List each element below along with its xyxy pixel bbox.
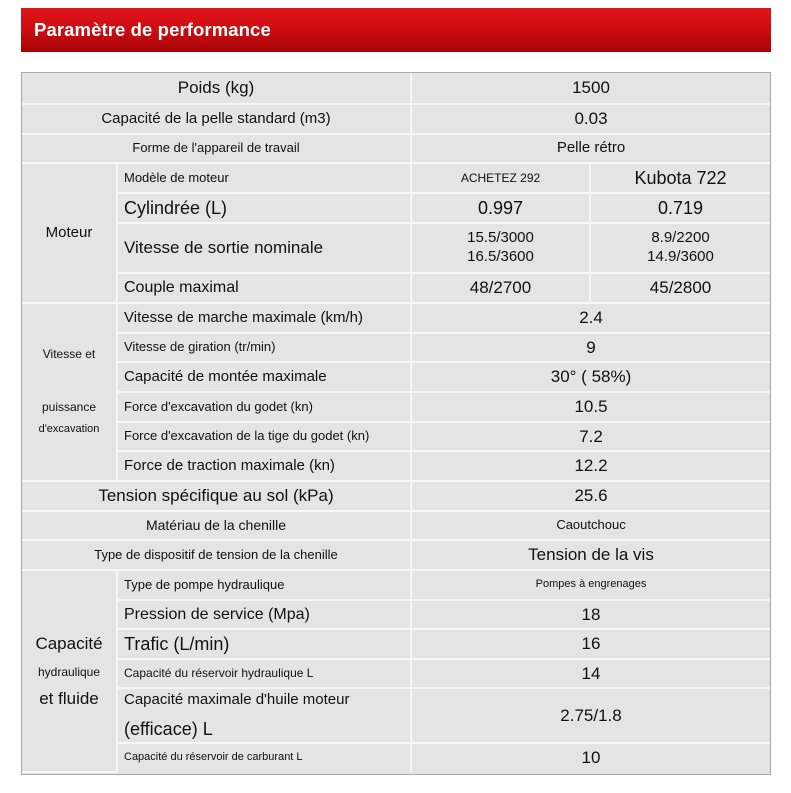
table-row <box>22 73 770 104</box>
spec-value-line: 15.5/3000 <box>467 229 534 247</box>
spec-label: Vitesse de marche maximale (km/h) <box>117 303 411 333</box>
spec-value: 10 <box>411 743 770 772</box>
spec-value: 16 <box>411 629 770 659</box>
group-label-moteur: Moteur <box>22 163 117 303</box>
section-title: Paramètre de performance <box>34 19 271 40</box>
spec-label: Poids (kg) <box>22 73 411 104</box>
spec-label: Vitesse de giration (tr/min) <box>117 333 411 362</box>
table-row <box>22 540 770 570</box>
spec-value: 48/2700 <box>411 273 590 303</box>
spec-label: Force d'excavation de la tige du godet (kn) <box>117 422 411 451</box>
spec-value-line: 16.5/3600 <box>467 248 534 265</box>
spec-label: Tension spécifique au sol (kPa) <box>22 481 411 511</box>
table-row <box>22 273 770 303</box>
group-label-line: hydraulique <box>37 664 101 679</box>
spec-value: 45/2800 <box>590 273 770 303</box>
group-label-line: Capacité <box>35 634 103 654</box>
spec-label: Type de pompe hydraulique <box>117 570 411 600</box>
spec-label-pair <box>117 688 411 743</box>
table-row <box>22 481 770 511</box>
table-row <box>22 303 770 333</box>
table-row <box>22 223 770 273</box>
spec-value: 9 <box>411 333 770 362</box>
spec-value: 10.5 <box>411 392 770 422</box>
spec-value: 7.2 <box>411 422 770 451</box>
spec-value: 2.4 <box>411 303 770 333</box>
group-label-vitesse <box>22 303 117 481</box>
spec-label: Type de dispositif de tension de la chenille <box>22 540 411 570</box>
group-label-line: Vitesse et <box>42 347 96 362</box>
spec-label: Matériau de la chenille <box>22 511 411 540</box>
spec-label: Trafic (L/min) <box>117 629 411 659</box>
spec-value-pair <box>411 223 590 273</box>
spec-label: Cylindrée (L) <box>117 193 411 223</box>
table-row <box>22 392 770 422</box>
table-row <box>22 600 770 629</box>
spec-label: Pression de service (Mpa) <box>117 600 411 629</box>
spec-value: Caoutchouc <box>411 511 770 540</box>
spec-label: Forme de l'appareil de travail <box>22 134 411 163</box>
spec-label: Capacité du réservoir hydraulique L <box>117 659 411 688</box>
spec-value-line: 14.9/3600 <box>647 248 714 265</box>
table-row <box>22 743 770 772</box>
spec-value-pair <box>590 223 770 273</box>
spec-value-line: 8.9/2200 <box>651 229 710 247</box>
table-row <box>22 333 770 362</box>
spec-value: Pompes à engrenages <box>411 570 770 600</box>
spec-label: Vitesse de sortie nominale <box>117 223 411 273</box>
spec-value: 0.719 <box>590 193 770 223</box>
table-row <box>22 104 770 134</box>
spec-value: 1500 <box>411 73 770 104</box>
spec-value: 25.6 <box>411 481 770 511</box>
spec-label: Force d'excavation du godet (kn) <box>117 392 411 422</box>
group-label-line: et fluide <box>39 688 99 708</box>
spec-value: 14 <box>411 659 770 688</box>
table-row <box>22 163 770 193</box>
spec-label: Modèle de moteur <box>117 163 411 193</box>
performance-table <box>21 72 771 775</box>
table-row <box>22 570 770 600</box>
spec-value: 12.2 <box>411 451 770 481</box>
table-row <box>22 134 770 163</box>
table-row <box>22 659 770 688</box>
spec-value: 30° ( 58%) <box>411 362 770 392</box>
spec-value: 18 <box>411 600 770 629</box>
spec-value: Tension de la vis <box>411 540 770 570</box>
spec-value: ACHETEZ 292 <box>411 163 590 193</box>
table-row <box>22 688 770 743</box>
table-row <box>22 422 770 451</box>
spec-value: Kubota 722 <box>590 163 770 193</box>
spec-value: 0.03 <box>411 104 770 134</box>
spec-label: Capacité de montée maximale <box>117 362 411 392</box>
spec-label-line: Capacité maximale d'huile moteur <box>124 690 350 708</box>
spec-label: Force de traction maximale (kn) <box>117 451 411 481</box>
section-header <box>21 8 771 52</box>
spec-label: Capacité du réservoir de carburant L <box>117 743 411 772</box>
group-label-line: d'excavation <box>38 423 100 436</box>
table-row <box>22 362 770 392</box>
table-row <box>22 193 770 223</box>
group-label-line: puissance <box>41 400 97 415</box>
spec-value: 2.75/1.8 <box>411 688 770 743</box>
spec-value: 0.997 <box>411 193 590 223</box>
table-row <box>22 451 770 481</box>
table-row <box>22 629 770 659</box>
spec-label: Couple maximal <box>117 273 411 303</box>
spec-value: Pelle rétro <box>411 134 770 163</box>
spec-label-line: (efficace) L <box>124 718 213 739</box>
spec-label: Capacité de la pelle standard (m3) <box>22 104 411 134</box>
group-label-hydraulique <box>22 570 117 772</box>
table-row <box>22 511 770 540</box>
